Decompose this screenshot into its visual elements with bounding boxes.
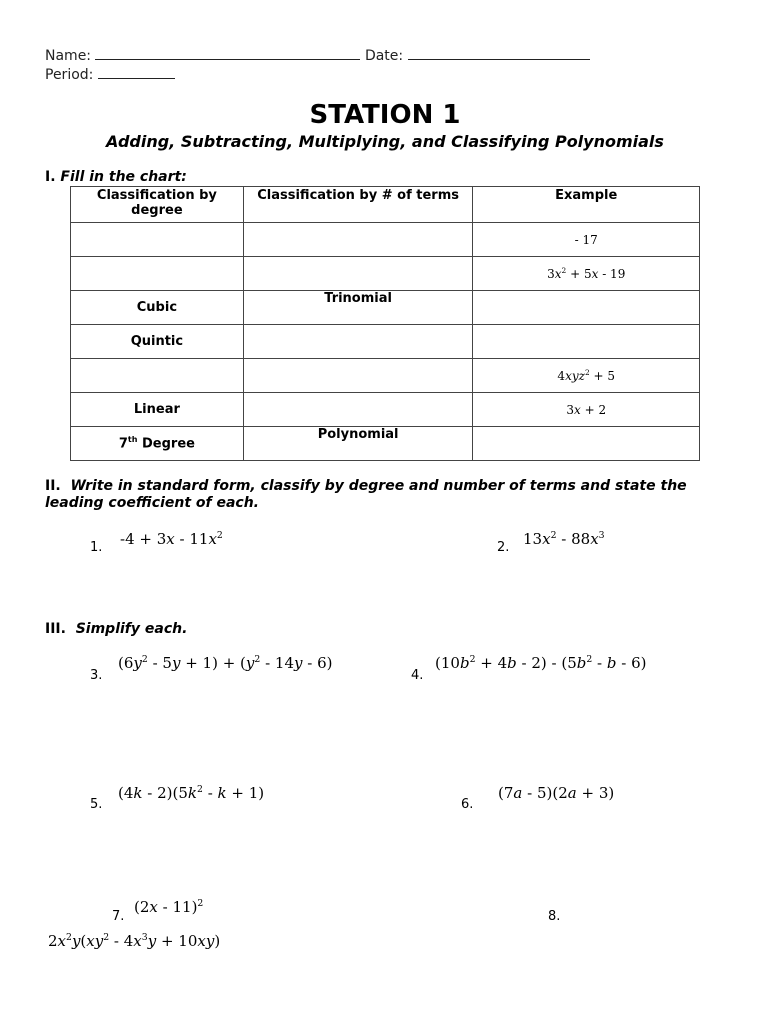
problem-number: 5. [90,797,103,812]
problem-number: 1. [90,540,103,555]
cell-example: - 17 [473,223,700,257]
cell-terms[interactable] [243,257,473,291]
period-line[interactable] [45,66,175,83]
cell-terms[interactable] [243,325,473,359]
cell-degree: 7th Degree [71,427,244,461]
section1-number: I. [45,169,56,185]
cell-example: $3x^2 + 5x - 19$ [473,257,700,291]
cell-terms[interactable] [243,223,473,257]
cell-terms: Trinomial [243,291,473,325]
problem-number: 2. [497,540,510,555]
page-subtitle: Adding, Subtracting, Multiplying, and Classifying Polynomials [106,132,664,151]
cell-example[interactable] [473,291,700,325]
cell-degree[interactable] [71,257,244,291]
cell-example[interactable] [473,325,700,359]
problem-number: 8. [548,909,561,924]
problem-expression: $(6y^2 - 5y + 1) + (y^2 - 14y - 6)$ [118,654,333,672]
date-blank[interactable] [408,47,590,60]
cell-terms[interactable] [243,393,473,427]
page-title: STATION 1 [309,100,461,130]
period-blank[interactable] [98,66,175,79]
section2-instruction: Write in standard form, classify by degree and number of terms and state the leading coefficient of each. [45,478,687,511]
section2-number: II. [45,478,61,494]
chart-row [71,393,700,427]
name-label: Name: [45,48,92,64]
cell-degree: Quintic [71,325,244,359]
name-blank[interactable] [95,47,360,60]
chart-row [71,359,700,393]
chart-row [71,325,700,359]
cell-degree[interactable] [71,359,244,393]
problem-expression: $13x^2 - 88x^3$ [523,530,605,548]
section3-heading [45,621,187,637]
cell-terms: Polynomial [243,427,473,461]
section3-instruction: Simplify each. [75,621,188,637]
name-line[interactable] [45,47,590,64]
chart-row [71,427,700,461]
period-label: Period: [45,67,94,83]
problem-expression: $2x^2y(xy^2 - 4x^3y + 10xy)$ [48,932,221,950]
section1-heading [45,169,187,185]
problem-number: 7. [112,909,125,924]
problem-number: 6. [461,797,474,812]
problem-expression: (7a - 5)(2a + 3) [498,784,615,802]
col-degree: Classification by degree [71,187,244,223]
problem-expression: $(10b^2 + 4b - 2) - (5b^2 - b - 6)$ [435,654,647,672]
section2-heading [45,478,705,512]
cell-example[interactable] [473,427,700,461]
section1-instruction: Fill in the chart: [60,169,187,185]
cell-degree: Linear [71,393,244,427]
col-example: Example [473,187,700,223]
date-label: Date: [364,48,404,64]
chart-header-row [71,187,700,223]
problem-number: 4. [411,668,424,683]
col-terms: Classification by # of terms [243,187,473,223]
section3-number: III. [45,621,66,637]
chart-row [71,257,700,291]
problem-expression: $-4 + 3x - 11x^2$ [120,530,223,548]
cell-example: 3x + 2 [473,393,700,427]
cell-degree[interactable] [71,223,244,257]
problem-expression: (2x - 11)$^2$ [134,898,204,916]
classification-chart [70,186,700,461]
chart-row [71,291,700,325]
cell-degree: Cubic [71,291,244,325]
cell-example: 4xyz$^2$ + 5 [473,359,700,393]
problem-number: 3. [90,668,103,683]
cell-terms[interactable] [243,359,473,393]
chart-row [71,223,700,257]
problem-expression: $(4k - 2)(5k^2 - k + 1)$ [118,784,265,802]
